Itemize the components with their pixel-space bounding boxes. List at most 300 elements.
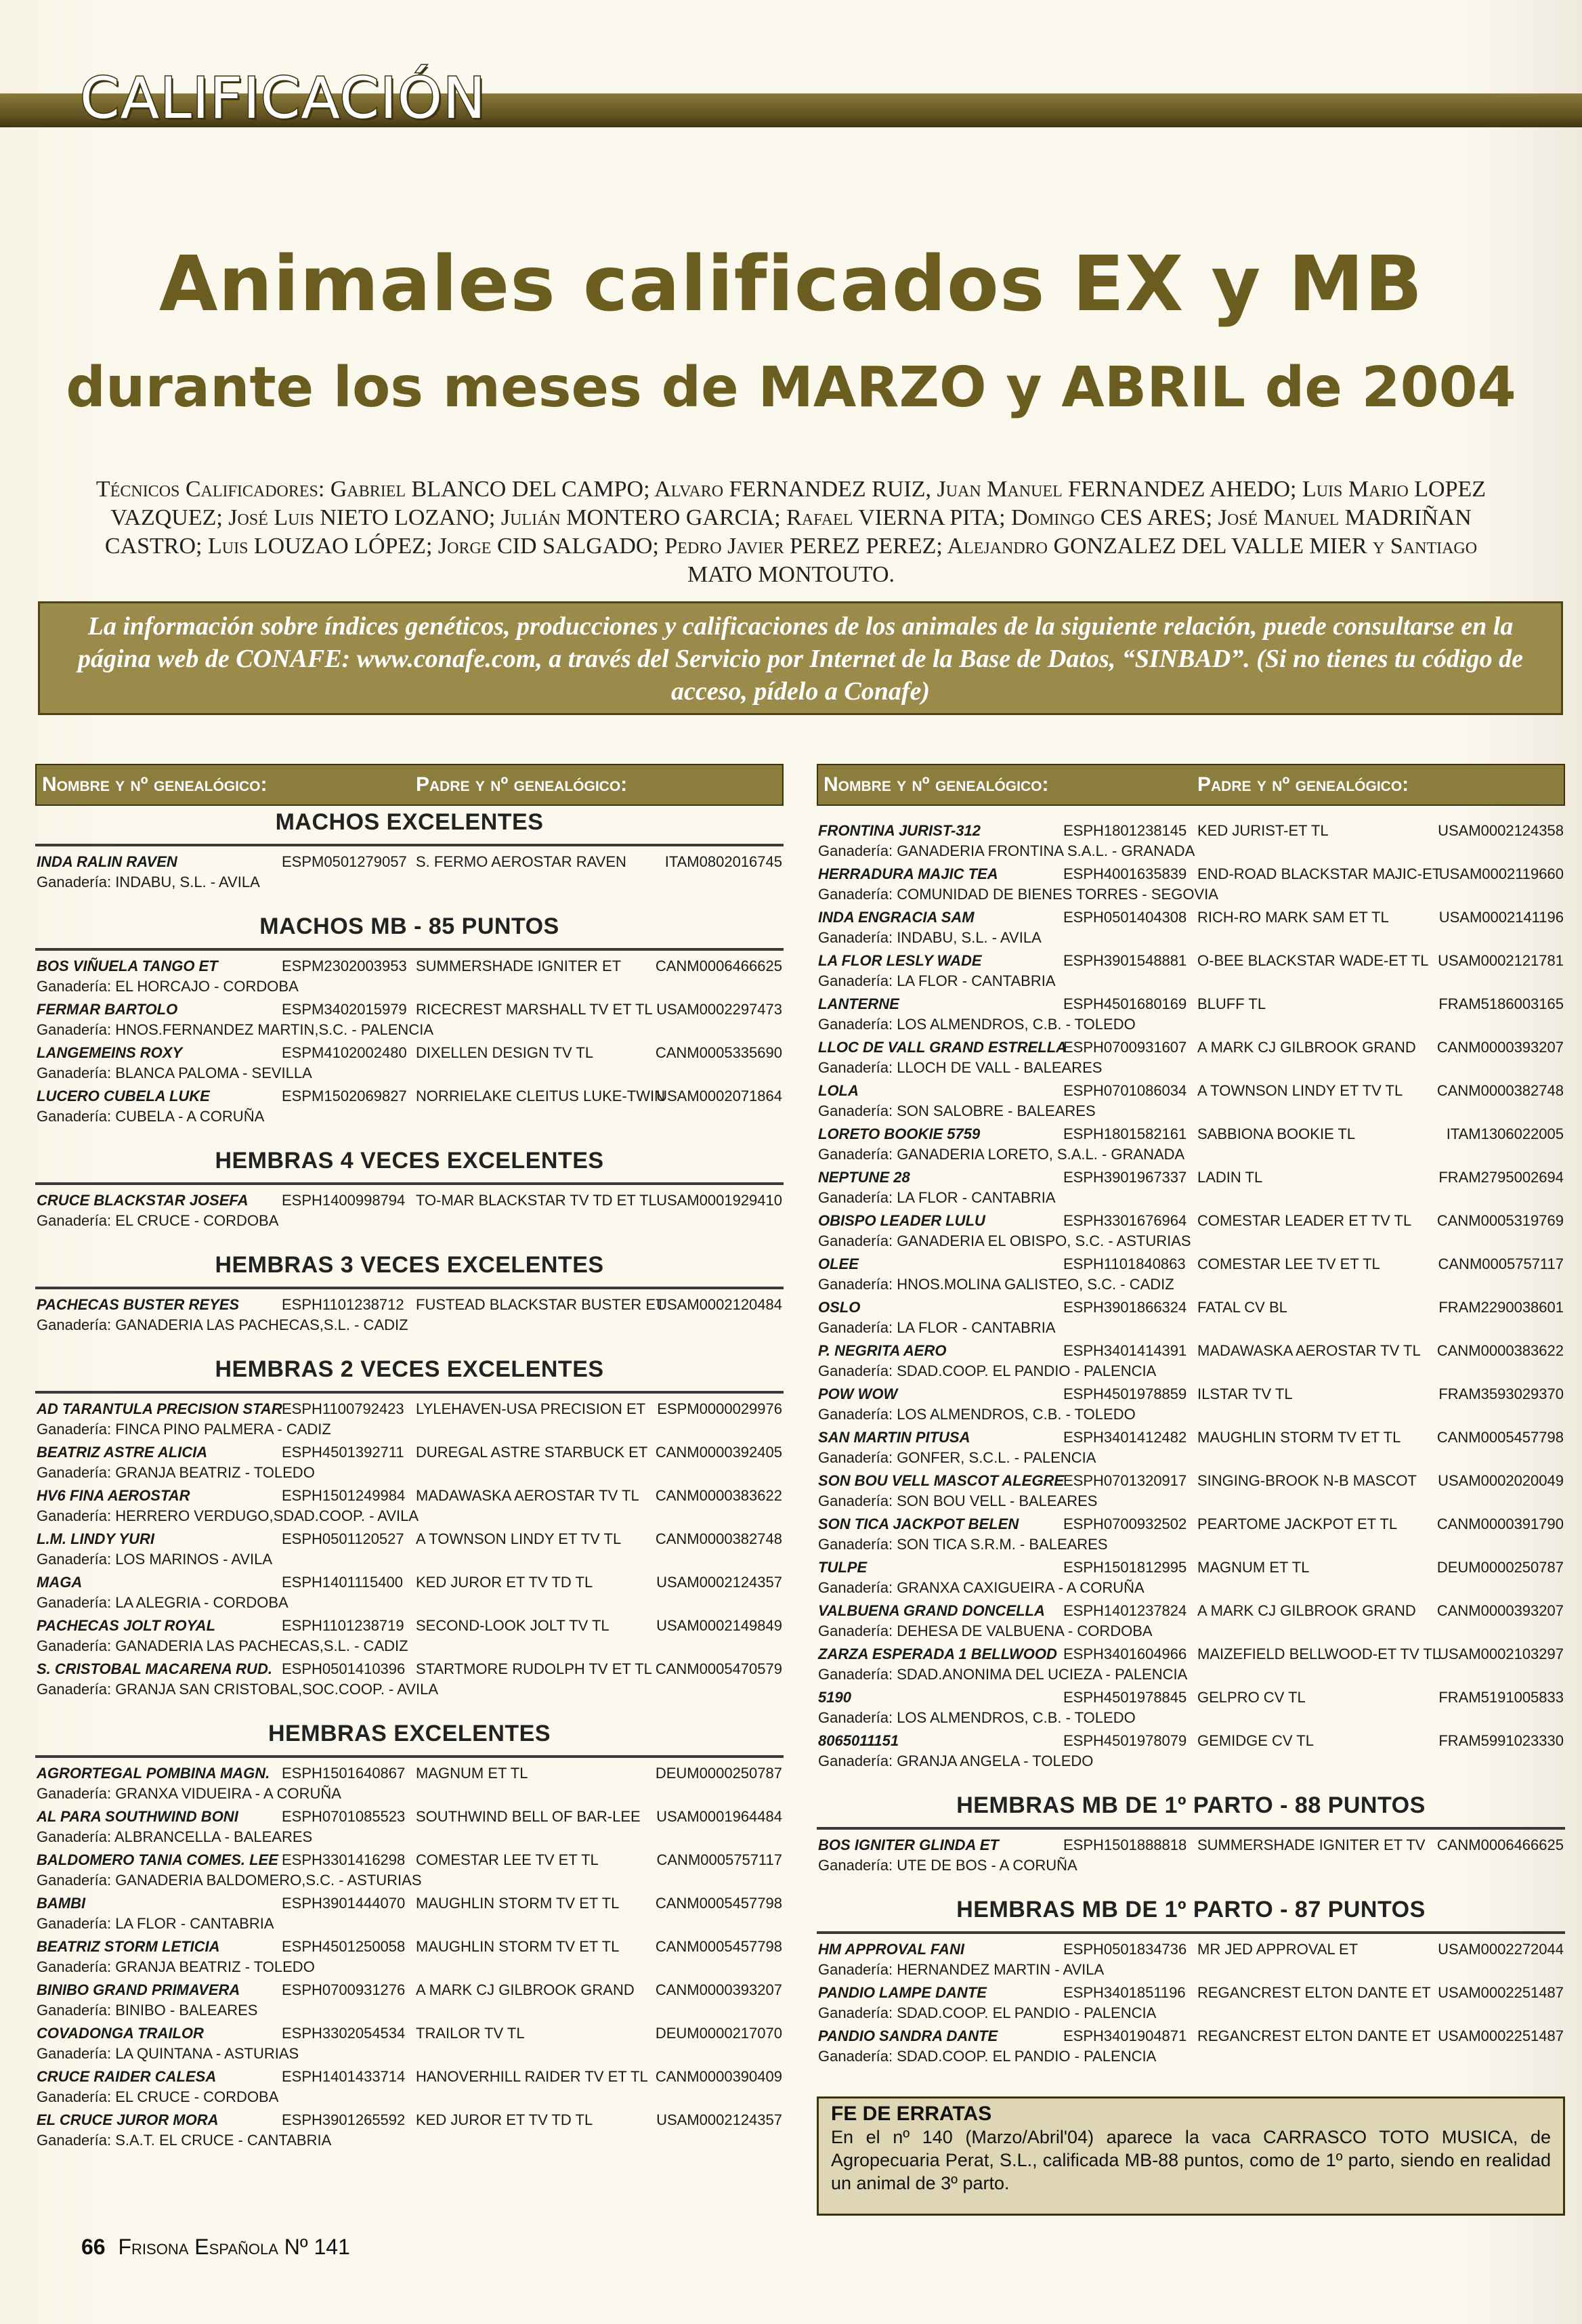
animal-name: AGRORTEGAL POMBINA MAGN. bbox=[37, 1765, 270, 1782]
animal-name: INDA RALIN RAVEN bbox=[37, 853, 177, 870]
tecnicos-text: Gabriel BLANCO DEL CAMPO; Alvaro FERNANDEZ RUIZ, Juan Manuel FERNANDEZ AHEDO; Luis Mario LOPEZ VAZQUEZ; José Luis NIETO LOZANO; Julián MONTERO GARCIA; Rafael VIERNA PITA; Domingo CES ARES; José Manuel MADRIÑAN CASTRO; Luis LOUZAO LÓPEZ; Jorge CID SALGADO; Pedro Javier PEREZ PEREZ; Alejandro GONZALEZ DEL VALLE MIER y Santiago MATO MONTOUTO. bbox=[104, 477, 1487, 587]
animal-name: EL CRUCE JUROR MORA bbox=[37, 2111, 219, 2128]
section-rule bbox=[35, 948, 784, 951]
entry-main-line bbox=[37, 1851, 785, 1872]
section-rule bbox=[35, 1182, 784, 1185]
tecnicos-label: Técnicos Calificadores: bbox=[95, 477, 325, 502]
section-spacer bbox=[817, 1774, 1565, 1789]
section-heading: MACHOS EXCELENTES bbox=[275, 809, 544, 835]
ganaderia-line: Ganadería: GANADERIA LAS PACHECAS,S.L. - CADIZ bbox=[37, 1637, 408, 1654]
sire-code: USAM0002124357 bbox=[656, 2111, 782, 2128]
sire-name: SINGING-BROOK N-B MASCOT bbox=[1197, 1472, 1417, 1489]
sire-code: USAM0002103297 bbox=[1438, 1645, 1564, 1662]
sire-name: MR JED APPROVAL ET bbox=[1197, 1941, 1359, 1958]
sire-name: A MARK CJ GILBROOK GRAND bbox=[1197, 1602, 1416, 1619]
sire-code: FRAM5186003165 bbox=[1438, 995, 1564, 1012]
sire-name: SABBIONA BOOKIE TL bbox=[1197, 1125, 1356, 1142]
animal-code: ESPH0700931276 bbox=[282, 1981, 406, 1998]
sire-code: USAM0002297473 bbox=[656, 1001, 782, 1018]
sire-code: ESPM0000029976 bbox=[657, 1400, 782, 1417]
entry-main-line bbox=[818, 952, 1566, 972]
sire-code: CANM0006466625 bbox=[655, 957, 782, 974]
ganaderia-line: Ganadería: GRANXA VIDUEIRA - A CORUÑA bbox=[37, 1785, 341, 1802]
sire-name: LADIN TL bbox=[1197, 1169, 1263, 1186]
animal-name: S. CRISTOBAL MACARENA RUD. bbox=[37, 1660, 272, 1677]
entry-main-line bbox=[818, 1515, 1566, 1536]
sire-code: CANM0005757117 bbox=[656, 1851, 782, 1868]
sire-name: COMESTAR LEADER ET TV TL bbox=[1197, 1212, 1412, 1229]
animal-name: 8065011151 bbox=[818, 1732, 899, 1749]
entry-main-line bbox=[818, 1984, 1566, 2004]
animal-entry bbox=[35, 1190, 784, 1234]
animal-entry bbox=[35, 1086, 784, 1129]
ganaderia-line: Ganadería: INDABU, S.L. - AVILA bbox=[818, 929, 1042, 946]
ganaderia-line: Ganadería: LOS ALMENDROS, C.B. - TOLEDO bbox=[818, 1406, 1136, 1423]
ganaderia-line: Ganadería: SON BOU VELL - BALEARES bbox=[818, 1492, 1098, 1509]
animal-code: ESPH1501888818 bbox=[1063, 1836, 1187, 1853]
sire-name: O-BEE BLACKSTAR WADE-ET TL bbox=[1197, 952, 1429, 969]
sire-name: NORRIELAKE CLEITUS LUKE-TWIN bbox=[416, 1088, 665, 1104]
sire-name: REGANCREST ELTON DANTE ET bbox=[1197, 2027, 1431, 2044]
sire-code: USAM0002120484 bbox=[656, 1296, 782, 1313]
sire-code: ITAM1306022005 bbox=[1446, 1125, 1564, 1142]
animal-entry bbox=[35, 1572, 784, 1616]
animal-code: ESPH0701086034 bbox=[1063, 1082, 1187, 1099]
ganaderia-line: Ganadería: S.A.T. EL CRUCE - CANTABRIA bbox=[37, 2132, 332, 2149]
entry-main-line bbox=[818, 1255, 1566, 1276]
animal-name: MAGA bbox=[37, 1574, 83, 1591]
sire-name: SUMMERSHADE IGNITER ET bbox=[416, 957, 622, 974]
ganaderia-line: Ganadería: HNOS.FERNANDEZ MARTIN,S.C. - PALENCIA bbox=[37, 1021, 433, 1038]
sire-name: S. FERMO AEROSTAR RAVEN bbox=[416, 853, 626, 870]
sire-name: SECOND-LOOK JOLT TV TL bbox=[416, 1617, 610, 1634]
animal-name: PACHECAS BUSTER REYES bbox=[37, 1296, 240, 1313]
entry-main-line bbox=[818, 1039, 1566, 1059]
erratas-text: En el nº 140 (Marzo/Abril'04) aparece la vaca CARRASCO TOTO MUSICA, de Agropecuaria Perat, S.L., calificada MB-88 puntos, como de 1º parto, siendo en realidad un animal de 3º parto. bbox=[831, 2127, 1551, 2193]
sire-code: USAM0002149849 bbox=[656, 1617, 782, 1634]
right-column-body bbox=[817, 806, 1565, 2084]
ganaderia-line: Ganadería: GANADERIA FRONTINA S.A.L. - GRANADA bbox=[818, 842, 1195, 859]
animal-code: ESPH0501120527 bbox=[282, 1530, 404, 1547]
animal-entry bbox=[817, 1835, 1565, 1878]
animal-name: LUCERO CUBELA LUKE bbox=[37, 1088, 210, 1104]
entry-main-line bbox=[37, 2068, 785, 2088]
magazine-name: Frisona Española Nº 141 bbox=[118, 2235, 350, 2259]
sire-name: COMESTAR LEE TV ET TL bbox=[416, 1851, 599, 1868]
right-column bbox=[817, 764, 1565, 2084]
animal-entry bbox=[35, 2023, 784, 2067]
entry-main-line bbox=[37, 1765, 785, 1785]
ganaderia-line: Ganadería: GONFER, S.C.L. - PALENCIA bbox=[818, 1449, 1096, 1466]
animal-name: OLEE bbox=[818, 1255, 859, 1272]
sire-name: RICH-RO MARK SAM ET TL bbox=[1197, 909, 1389, 926]
animal-code: ESPH3901265592 bbox=[282, 2111, 406, 2128]
section-heading: HEMBRAS 2 VECES EXCELENTES bbox=[215, 1356, 604, 1382]
entry-main-line bbox=[818, 1212, 1566, 1232]
entry-main-line bbox=[37, 1808, 785, 1828]
animal-name: P. NEGRITA AERO bbox=[818, 1342, 947, 1359]
animal-name: LANTERNE bbox=[818, 995, 899, 1012]
section-spacer bbox=[817, 2069, 1565, 2084]
animal-name: LLOC DE VALL GRAND ESTRELLA bbox=[818, 1039, 1067, 1056]
animal-entry bbox=[35, 1850, 784, 1893]
animal-name: LANGEMEINS ROXY bbox=[37, 1044, 183, 1061]
entry-main-line bbox=[818, 1429, 1566, 1449]
animal-code: ESPH1501640867 bbox=[282, 1765, 406, 1782]
sire-code: CANM0005470579 bbox=[655, 1660, 782, 1677]
animal-code: ESPH3401414391 bbox=[1063, 1342, 1187, 1359]
animal-code: ESPH4001635839 bbox=[1063, 865, 1187, 882]
section-spacer bbox=[35, 1702, 784, 1717]
animal-code: ESPH1401433714 bbox=[282, 2068, 406, 2085]
fe-de-erratas-box bbox=[817, 2096, 1565, 2216]
ganaderia-line: Ganadería: LOS ALMENDROS, C.B. - TOLEDO bbox=[818, 1016, 1136, 1033]
animal-code: ESPH4501978845 bbox=[1063, 1689, 1187, 1706]
ganaderia-line: Ganadería: COMUNIDAD DE BIENES TORRES - SEGOVIA bbox=[818, 886, 1218, 903]
entry-main-line bbox=[37, 1660, 785, 1681]
section-heading: MACHOS MB - 85 PUNTOS bbox=[259, 913, 559, 939]
animal-code: ESPH1501812995 bbox=[1063, 1559, 1187, 1576]
sire-name: FUSTEAD BLACKSTAR BUSTER ET bbox=[416, 1296, 665, 1313]
sire-name: DIXELLEN DESIGN TV TL bbox=[416, 1044, 594, 1061]
ganaderia-line: Ganadería: GANADERIA BALDOMERO,S.C. - ASTURIAS bbox=[37, 1872, 422, 1889]
animal-name: SON TICA JACKPOT BELEN bbox=[818, 1515, 1019, 1532]
ganaderia-line: Ganadería: SDAD.ANONIMA DEL UCIEZA - PALENCIA bbox=[818, 1666, 1188, 1683]
animal-entry bbox=[35, 1043, 784, 1086]
section-rule bbox=[35, 1287, 784, 1289]
page-subtitle: durante los meses de MARZO y ABRIL de 2004 bbox=[66, 356, 1516, 420]
animal-code: ESPH3901548881 bbox=[1063, 952, 1187, 969]
sire-name: HANOVERHILL RAIDER TV ET TL bbox=[416, 2068, 648, 2085]
animal-entry bbox=[35, 999, 784, 1043]
entry-main-line bbox=[818, 1559, 1566, 1579]
animal-name: INDA ENGRACIA SAM bbox=[818, 909, 975, 926]
sire-name: KED JURIST-ET TL bbox=[1197, 822, 1329, 839]
ganaderia-line: Ganadería: GRANJA ANGELA - TOLEDO bbox=[818, 1752, 1094, 1769]
animal-entry bbox=[35, 1937, 784, 1980]
animal-entry bbox=[817, 1384, 1565, 1427]
sire-code: CANM0000393207 bbox=[1436, 1039, 1564, 1056]
animal-name: POW WOW bbox=[818, 1385, 898, 1402]
animal-code: ESPH1501249984 bbox=[282, 1487, 406, 1504]
animal-name: BOS VIÑUELA TANGO ET bbox=[37, 957, 218, 974]
column-header-sire: Padre y nº genealógico: bbox=[416, 773, 628, 796]
entry-main-line bbox=[37, 1938, 785, 1958]
sire-name: A MARK CJ GILBROOK GRAND bbox=[1197, 1039, 1416, 1056]
animal-entry bbox=[817, 951, 1565, 994]
animal-name: BEATRIZ STORM LETICIA bbox=[37, 1938, 220, 1955]
ganaderia-line: Ganadería: SON TICA S.R.M. - BALEARES bbox=[818, 1536, 1108, 1553]
section-spacer bbox=[35, 2153, 784, 2168]
ganaderia-line: Ganadería: LOS MARINOS - AVILA bbox=[37, 1551, 273, 1568]
sire-code: FRAM3593029370 bbox=[1438, 1385, 1564, 1402]
entry-main-line bbox=[818, 909, 1566, 929]
ganaderia-line: Ganadería: LA FLOR - CANTABRIA bbox=[818, 972, 1056, 989]
animal-name: ZARZA ESPERADA 1 BELLWOOD bbox=[818, 1645, 1057, 1662]
sire-name: A TOWNSON LINDY ET TV TL bbox=[416, 1530, 622, 1547]
animal-name: 5190 bbox=[818, 1689, 851, 1706]
sire-name: A MARK CJ GILBROOK GRAND bbox=[416, 1981, 635, 1998]
animal-entry bbox=[35, 1399, 784, 1442]
animal-entry bbox=[817, 1254, 1565, 1297]
entry-main-line bbox=[37, 1296, 785, 1316]
entry-main-line bbox=[818, 1689, 1566, 1709]
entry-main-line bbox=[818, 865, 1566, 886]
sire-name: TRAILOR TV TL bbox=[416, 2025, 525, 2042]
sire-name: A TOWNSON LINDY ET TV TL bbox=[1197, 1082, 1403, 1099]
animal-code: ESPH1101238719 bbox=[282, 1617, 404, 1634]
section-rule bbox=[35, 1755, 784, 1758]
animal-entry bbox=[817, 1211, 1565, 1254]
page-number: 66 bbox=[81, 2235, 106, 2259]
ganaderia-line: Ganadería: CUBELA - A CORUÑA bbox=[37, 1108, 265, 1125]
animal-code: ESPM2302003953 bbox=[282, 957, 407, 974]
animal-code: ESPH3302054534 bbox=[282, 2025, 406, 2042]
animal-name: L.M. LINDY YURI bbox=[37, 1530, 154, 1547]
entry-main-line bbox=[37, 1981, 785, 2002]
sire-name: TO-MAR BLACKSTAR TV TD ET TL bbox=[416, 1192, 657, 1209]
animal-code: ESPH0700932502 bbox=[1063, 1515, 1187, 1532]
animal-name: VALBUENA GRAND DONCELLA bbox=[818, 1602, 1045, 1619]
sire-code: CANM0005457798 bbox=[655, 1895, 782, 1912]
animal-name: BINIBO GRAND PRIMAVERA bbox=[37, 1981, 240, 1998]
animal-code: ESPH1801582161 bbox=[1063, 1125, 1187, 1142]
animal-entry bbox=[817, 1124, 1565, 1167]
animal-name: LORETO BOOKIE 5759 bbox=[818, 1125, 981, 1142]
sire-code: USAM0002251487 bbox=[1438, 1984, 1564, 2001]
sire-code: USAM0002121781 bbox=[1438, 952, 1564, 969]
animal-code: ESPH3901866324 bbox=[1063, 1299, 1187, 1316]
sire-name: SUMMERSHADE IGNITER ET TV bbox=[1197, 1836, 1426, 1853]
animal-entry bbox=[817, 1939, 1565, 1983]
sire-code: CANM0000390409 bbox=[655, 2068, 782, 2085]
sire-name: GEMIDGE CV TL bbox=[1197, 1732, 1314, 1749]
animal-name: COVADONGA TRAILOR bbox=[37, 2025, 204, 2042]
animal-code: ESPH3401851196 bbox=[1063, 1984, 1186, 2001]
entry-main-line bbox=[818, 1082, 1566, 1102]
sire-name: LYLEHAVEN-USA PRECISION ET bbox=[416, 1400, 646, 1417]
sire-name: REGANCREST ELTON DANTE ET bbox=[1197, 1984, 1431, 2001]
animal-code: ESPH1100792423 bbox=[282, 1400, 404, 1417]
entry-main-line bbox=[37, 2025, 785, 2045]
animal-name: OSLO bbox=[818, 1299, 861, 1316]
sire-code: USAM0002119660 bbox=[1438, 865, 1564, 882]
sire-name: STARTMORE RUDOLPH TV ET TL bbox=[416, 1660, 652, 1677]
animal-entry bbox=[817, 1427, 1565, 1471]
animal-entry bbox=[817, 1687, 1565, 1731]
animal-entry bbox=[817, 907, 1565, 951]
animal-entry bbox=[817, 821, 1565, 864]
animal-name: HERRADURA MAJIC TEA bbox=[818, 865, 998, 882]
animal-entry bbox=[35, 1807, 784, 1850]
animal-entry bbox=[817, 1983, 1565, 2026]
sire-code: DEUM0000217070 bbox=[655, 2025, 782, 2042]
animal-name: AL PARA SOUTHWIND BONI bbox=[37, 1808, 238, 1825]
animal-entry bbox=[35, 1529, 784, 1572]
animal-entry bbox=[35, 1763, 784, 1807]
animal-code: ESPH4501250058 bbox=[282, 1938, 406, 1955]
ganaderia-line: Ganadería: LA FLOR - CANTABRIA bbox=[818, 1189, 1056, 1206]
column-header-name: Nombre y nº genealógico: bbox=[824, 773, 1049, 796]
animal-entry bbox=[817, 1514, 1565, 1557]
entry-main-line bbox=[37, 1617, 785, 1637]
animal-entry bbox=[817, 1037, 1565, 1081]
entry-main-line bbox=[37, 1895, 785, 1915]
animal-entry bbox=[35, 1442, 784, 1486]
ganaderia-line: Ganadería: LLOCH DE VALL - BALEARES bbox=[818, 1059, 1103, 1076]
animal-entry bbox=[817, 1644, 1565, 1687]
sire-code: ITAM0802016745 bbox=[664, 853, 782, 870]
animal-entry bbox=[817, 1471, 1565, 1514]
entry-main-line bbox=[818, 1385, 1566, 1406]
sire-name: MAUGHLIN STORM TV ET TL bbox=[1197, 1429, 1401, 1446]
ganaderia-line: Ganadería: UTE DE BOS - A CORUÑA bbox=[818, 1857, 1077, 1874]
animal-entry bbox=[35, 1295, 784, 1338]
animal-code: ESPM4102002480 bbox=[282, 1044, 407, 1061]
section-spacer bbox=[35, 895, 784, 910]
entry-main-line bbox=[818, 1836, 1566, 1857]
animal-name: PANDIO SANDRA DANTE bbox=[818, 2027, 998, 2044]
sire-name: KED JUROR ET TV TD TL bbox=[416, 1574, 593, 1591]
ganaderia-line: Ganadería: HERNANDEZ MARTIN - AVILA bbox=[818, 1961, 1105, 1978]
sire-code: FRAM5991023330 bbox=[1438, 1732, 1564, 1749]
animal-name: HV6 FINA AEROSTAR bbox=[37, 1487, 190, 1504]
sire-code: USAM0002251487 bbox=[1438, 2027, 1564, 2044]
ganaderia-line: Ganadería: DEHESA DE VALBUENA - CORDOBA bbox=[818, 1622, 1153, 1639]
ganaderia-line: Ganadería: SDAD.COOP. EL PANDIO - PALENCIA bbox=[818, 2004, 1157, 2021]
section-rule bbox=[35, 1391, 784, 1394]
entry-main-line bbox=[818, 1342, 1566, 1362]
section-spacer bbox=[817, 806, 1565, 821]
ganaderia-line: Ganadería: INDABU, S.L. - AVILA bbox=[37, 874, 260, 890]
sire-code: USAM0002071864 bbox=[656, 1088, 782, 1104]
animal-entry bbox=[817, 2026, 1565, 2069]
sire-name: MAUGHLIN STORM TV ET TL bbox=[416, 1938, 620, 1955]
sire-name: MAGNUM ET TL bbox=[416, 1765, 528, 1782]
animal-name: BALDOMERO TANIA COMES. LEE bbox=[37, 1851, 278, 1868]
erratas-title: FE DE ERRATAS bbox=[831, 2103, 992, 2125]
sire-code: USAM0002141196 bbox=[1438, 909, 1564, 926]
animal-code: ESPH4501978079 bbox=[1063, 1732, 1187, 1749]
ganaderia-line: Ganadería: SDAD.COOP. EL PANDIO - PALENCIA bbox=[818, 2048, 1157, 2065]
animal-entry bbox=[817, 1081, 1565, 1124]
entry-main-line bbox=[37, 2111, 785, 2132]
section-rule bbox=[35, 844, 784, 846]
animal-name: AD TARANTULA PRECISION STAR bbox=[37, 1400, 282, 1417]
entry-main-line bbox=[818, 1125, 1566, 1146]
column-header-sire: Padre y nº genealógico: bbox=[1197, 773, 1409, 796]
ganaderia-line: Ganadería: EL CRUCE - CORDOBA bbox=[37, 1212, 279, 1229]
entry-main-line bbox=[37, 1444, 785, 1464]
animal-entry bbox=[35, 1893, 784, 1937]
sire-code: USAM0002124357 bbox=[656, 1574, 782, 1591]
animal-name: PACHECAS JOLT ROYAL bbox=[37, 1617, 216, 1634]
sire-code: CANM0000393207 bbox=[655, 1981, 782, 1998]
animal-entry bbox=[817, 864, 1565, 907]
sire-code: FRAM5191005833 bbox=[1438, 1689, 1564, 1706]
animal-code: ESPH4501978859 bbox=[1063, 1385, 1187, 1402]
animal-code: ESPH3301676964 bbox=[1063, 1212, 1187, 1229]
animal-entry bbox=[35, 2110, 784, 2153]
animal-code: ESPM0501279057 bbox=[282, 853, 407, 870]
sire-code: FRAM2290038601 bbox=[1438, 1299, 1564, 1316]
left-column-body bbox=[35, 806, 784, 2168]
section-heading: HEMBRAS MB DE 1º PARTO - 88 PUNTOS bbox=[956, 1792, 1426, 1818]
entry-main-line bbox=[818, 1941, 1566, 1961]
animal-name: HM APPROVAL FANI bbox=[818, 1941, 964, 1958]
section-heading: HEMBRAS 4 VECES EXCELENTES bbox=[215, 1148, 604, 1174]
animal-code: ESPH1400998794 bbox=[282, 1192, 406, 1209]
entry-main-line bbox=[37, 1400, 785, 1421]
entry-main-line bbox=[37, 1574, 785, 1594]
sire-name: COMESTAR LEE TV ET TL bbox=[1197, 1255, 1380, 1272]
animal-entry bbox=[35, 1616, 784, 1659]
animal-code: ESPH4501392711 bbox=[282, 1444, 404, 1461]
animal-entry bbox=[35, 2067, 784, 2110]
animal-code: ESPH1101840863 bbox=[1063, 1255, 1186, 1272]
ganaderia-line: Ganadería: LOS ALMENDROS, C.B. - TOLEDO bbox=[818, 1709, 1136, 1726]
animal-entry bbox=[35, 956, 784, 999]
sire-code: CANM0000383622 bbox=[1436, 1342, 1564, 1359]
animal-entry bbox=[817, 1731, 1565, 1774]
sire-name: SOUTHWIND BELL OF BAR-LEE bbox=[416, 1808, 641, 1825]
animal-code: ESPH3401412482 bbox=[1063, 1429, 1187, 1446]
entry-main-line bbox=[37, 853, 785, 874]
column-header bbox=[35, 764, 784, 806]
animal-name: BAMBI bbox=[37, 1895, 86, 1912]
sire-code: DEUM0000250787 bbox=[655, 1765, 782, 1782]
animal-name: BOS IGNITER GLINDA ET bbox=[818, 1836, 999, 1853]
ganaderia-line: Ganadería: GRANJA BEATRIZ - TOLEDO bbox=[37, 1464, 315, 1481]
entry-main-line bbox=[37, 1530, 785, 1551]
tecnicos-calificadores bbox=[74, 475, 1508, 589]
column-header-name: Nombre y nº genealógico: bbox=[42, 773, 268, 796]
info-box: La información sobre índices genéticos, producciones y calificaciones de los animales de la siguiente relación, puede consultarse en la página web de CONAFE: www.conafe.com, a través del Servicio por Internet de la Base de Datos, “SINBAD”. (Si no tienes tu código de acceso, pídelo a Conafe) bbox=[38, 601, 1563, 715]
animal-code: ESPH1401237824 bbox=[1063, 1602, 1187, 1619]
animal-code: ESPH3401904871 bbox=[1063, 2027, 1187, 2044]
entry-main-line bbox=[818, 2027, 1566, 2048]
animal-code: ESPM3402015979 bbox=[282, 1001, 407, 1018]
animal-code: ESPH1401115400 bbox=[282, 1574, 403, 1591]
section-spacer bbox=[817, 1878, 1565, 1893]
column-header bbox=[817, 764, 1565, 806]
animal-entry bbox=[35, 1486, 784, 1529]
section-label: CALIFICACIÓN bbox=[80, 65, 486, 131]
ganaderia-line: Ganadería: GRANJA BEATRIZ - TOLEDO bbox=[37, 1958, 315, 1975]
entry-main-line bbox=[37, 1088, 785, 1108]
sire-code: FRAM2795002694 bbox=[1438, 1169, 1564, 1186]
animal-code: ESPH0701320917 bbox=[1063, 1472, 1187, 1489]
animal-name: OBISPO LEADER LULU bbox=[818, 1212, 985, 1229]
sire-code: CANM0000392405 bbox=[655, 1444, 782, 1461]
ganaderia-line: Ganadería: BLANCA PALOMA - SEVILLA bbox=[37, 1064, 312, 1081]
left-column bbox=[35, 764, 784, 2168]
section-heading: HEMBRAS MB DE 1º PARTO - 87 PUNTOS bbox=[956, 1897, 1426, 1922]
ganaderia-line: Ganadería: ALBRANCELLA - BALEARES bbox=[37, 1828, 313, 1845]
animal-entry bbox=[817, 1297, 1565, 1341]
animal-entry bbox=[817, 1167, 1565, 1211]
animal-name: FRONTINA JURIST-312 bbox=[818, 822, 981, 839]
animal-name: CRUCE RAIDER CALESA bbox=[37, 2068, 217, 2085]
ganaderia-line: Ganadería: LA FLOR - CANTABRIA bbox=[37, 1915, 274, 1932]
animal-code: ESPH0700931607 bbox=[1063, 1039, 1187, 1056]
sire-name: MAGNUM ET TL bbox=[1197, 1559, 1310, 1576]
sire-name: BLUFF TL bbox=[1197, 995, 1266, 1012]
entry-main-line bbox=[37, 1044, 785, 1064]
sire-code: USAM0001964484 bbox=[656, 1808, 782, 1825]
sire-code: CANM0000393207 bbox=[1436, 1602, 1564, 1619]
ganaderia-line: Ganadería: LA ALEGRIA - CORDOBA bbox=[37, 1594, 288, 1611]
